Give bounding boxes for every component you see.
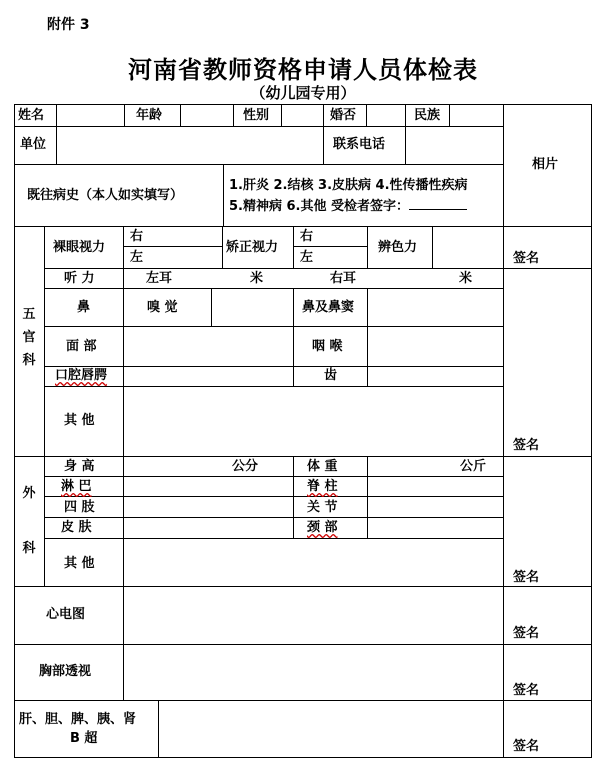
naked-vision-label: 裸眼视力 <box>53 240 106 255</box>
five-senses-section-char-1: 五 <box>22 307 36 322</box>
signature-label-2: 签名 <box>513 438 540 453</box>
form-subtitle: （幼儿园专用） <box>250 84 356 102</box>
surgery-section-char-2: 科 <box>22 541 36 556</box>
five-senses-other-label: 其 他 <box>64 413 95 428</box>
throat-label: 咽 喉 <box>312 339 343 354</box>
photo-label: 相片 <box>532 157 559 172</box>
name-label: 姓名 <box>18 108 45 123</box>
left-ear-unit: 米 <box>250 271 264 286</box>
color-vision-label: 辨色力 <box>378 240 418 255</box>
surgery-section-char-1: 外 <box>22 486 36 501</box>
examinee-signature-line[interactable] <box>409 197 467 210</box>
teeth-label: 齿 <box>324 368 338 383</box>
signature-label-5: 签名 <box>513 683 540 698</box>
joints-label: 关 节 <box>307 500 338 515</box>
form-title: 河南省教师资格申请人员体检表 <box>128 56 478 84</box>
right-ear-unit: 米 <box>459 271 473 286</box>
signature-label-6: 签名 <box>513 739 540 754</box>
corrected-vision-left: 左 <box>300 250 314 265</box>
weight-label: 体 重 <box>307 459 338 474</box>
signature-label-1: 签名 <box>513 251 540 266</box>
right-ear-label: 右耳 <box>330 271 357 286</box>
height-unit: 公分 <box>232 459 259 474</box>
corrected-vision-right: 右 <box>300 229 314 244</box>
phone-label: 联系电话 <box>333 137 386 152</box>
corrected-vision-label: 矫正视力 <box>226 240 279 255</box>
spine-label: 脊 柱 <box>307 479 338 494</box>
lymph-label: 淋 巴 <box>61 479 92 494</box>
marital-label: 婚否 <box>330 108 357 123</box>
left-ear-label: 左耳 <box>146 271 173 286</box>
neck-label: 颈 部 <box>307 520 338 535</box>
nose-sinus-label: 鼻及鼻窦 <box>302 300 355 315</box>
ecg-label: 心电图 <box>46 607 86 622</box>
history-options-line2: 5.精神病 6.其他 受检者签字： <box>229 197 467 215</box>
ultrasound-label-line2: B 超 <box>70 731 98 746</box>
weight-unit: 公斤 <box>460 459 487 474</box>
five-senses-section-char-3: 科 <box>22 353 36 368</box>
face-label: 面 部 <box>66 339 97 354</box>
height-label: 身 高 <box>64 459 95 474</box>
skin-label: 皮 肤 <box>61 520 92 535</box>
oral-label: 口腔唇腭 <box>55 368 108 383</box>
ethnicity-label: 民族 <box>414 108 441 123</box>
smell-label: 嗅 觉 <box>147 300 178 315</box>
hearing-label: 听 力 <box>64 271 95 286</box>
naked-vision-right: 右 <box>130 229 144 244</box>
history-options-line1: 1.肝炎 2.结核 3.皮肤病 4.性传播性疾病 <box>229 178 468 193</box>
history-label: 既往病史（本人如实填写） <box>27 188 184 203</box>
surgery-other-label: 其 他 <box>64 556 95 571</box>
annex-label: 附件 3 <box>47 17 90 33</box>
gender-label: 性别 <box>243 108 270 123</box>
chest-label: 胸部透视 <box>39 664 92 679</box>
naked-vision-left: 左 <box>130 250 144 265</box>
limbs-label: 四 肢 <box>64 500 95 515</box>
five-senses-section-char-2: 官 <box>22 330 36 345</box>
unit-label: 单位 <box>20 137 47 152</box>
age-label: 年龄 <box>136 108 163 123</box>
signature-label-4: 签名 <box>513 626 540 641</box>
nose-label: 鼻 <box>77 300 91 315</box>
signature-label-3: 签名 <box>513 570 540 585</box>
ultrasound-label-line1: 肝、胆、脾、胰、肾 <box>19 712 137 727</box>
